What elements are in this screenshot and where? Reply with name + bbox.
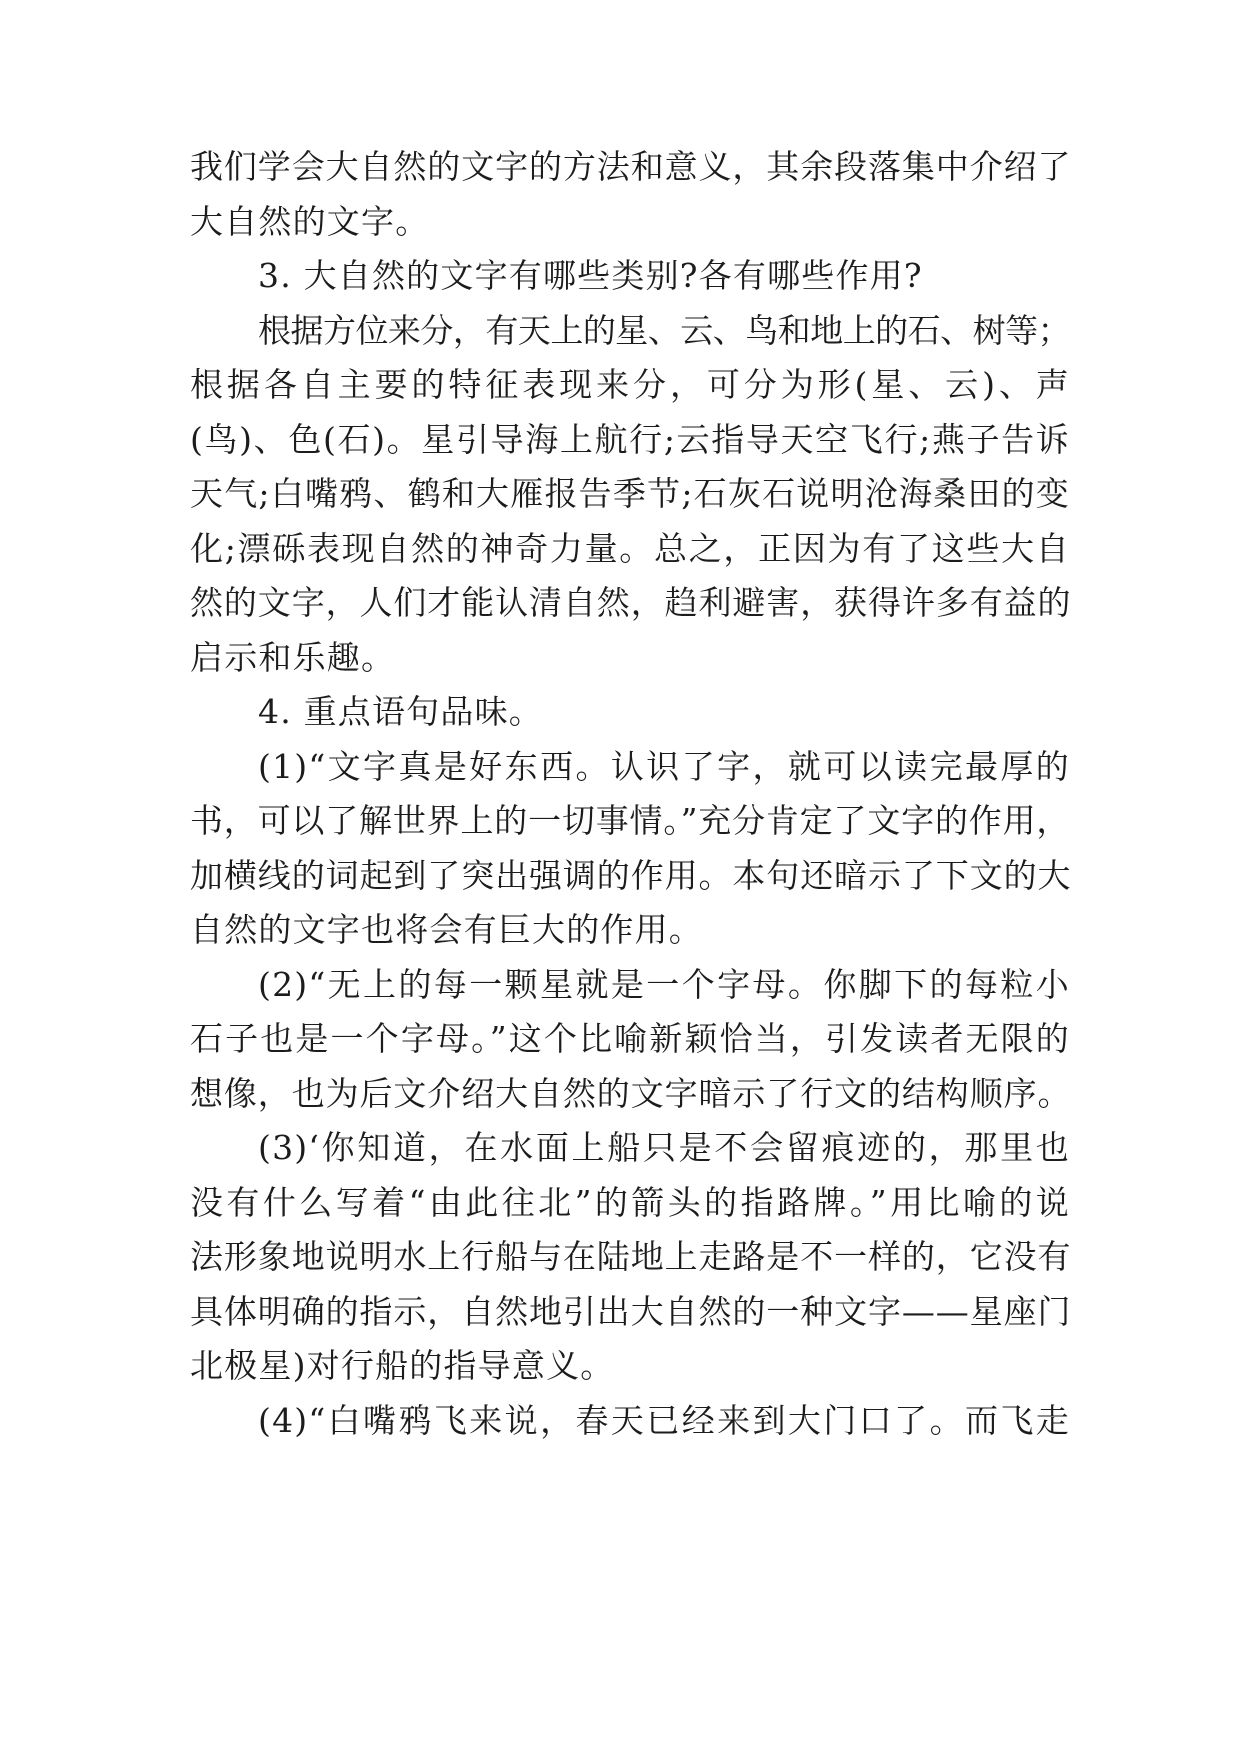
text-line: 具体明确的指示，自然地引出大自然的一种文字——星座门 (190, 1292, 1072, 1331)
text-line: 3. 大自然的文字有哪些类别?各有哪些作用? (258, 256, 923, 295)
text-line: 没有什么写着“由此往北”的箭头的指路牌。”用比喻的说 (190, 1183, 1070, 1222)
text-line: 我们学会大自然的文字的方法和意义，其余段落集中介绍了 (190, 147, 1072, 186)
text-line: 北极星)对行船的指导意义。 (190, 1346, 615, 1385)
text-line: 加横线的词起到了突出强调的作用。本句还暗示了下文的大 (190, 856, 1072, 895)
text-line: 石子也是一个字母。”这个比喻新颖恰当，引发读者无限的 (190, 1019, 1070, 1058)
text-line: (鸟)、色(石)。星引导海上航行;云指导天空飞行;燕子告诉 (190, 420, 1070, 459)
text-line: (2)“无上的每一颗星就是一个字母。你脚下的每粒小 (258, 965, 1070, 1004)
text-line: 大自然的文字。 (190, 202, 430, 241)
text-line: 想像，也为后文介绍大自然的文字暗示了行文的结构顺序。 (190, 1074, 1072, 1113)
text-line: (1)“文字真是好东西。认识了字，就可以读完最厚的 (258, 747, 1070, 786)
text-line: 4. 重点语句品味。 (258, 692, 543, 731)
text-line: 法形象地说明水上行船与在陆地上走路是不一样的，它没有 (190, 1237, 1072, 1276)
text-line: 天气;白嘴鸦、鹤和大雁报告季节;石灰石说明沧海桑田的变 (190, 474, 1070, 513)
text-line: 自然的文字也将会有巨大的作用。 (190, 910, 703, 949)
text-line: 然的文字，人们才能认清自然，趋利避害，获得许多有益的 (190, 583, 1072, 622)
text-line: (3)‘你知道，在水面上船只是不会留痕迹的，那里也 (258, 1128, 1070, 1167)
text-line: 书，可以了解世界上的一切事情。”充分肯定了文字的作用， (190, 801, 1070, 840)
text-line: 化;漂砾表现自然的神奇力量。总之，正因为有了这些大自 (190, 529, 1070, 568)
text-line: 根据方位来分，有天上的星、云、鸟和地上的石、树等； (258, 311, 1070, 350)
text-line: 根据各自主要的特征表现来分，可分为形(星、云)、声 (190, 365, 1070, 404)
text-line: 启示和乐趣。 (190, 638, 396, 677)
text-line: (4)“白嘴鸦飞来说，春天已经来到大门口了。而飞走 (258, 1401, 1070, 1440)
